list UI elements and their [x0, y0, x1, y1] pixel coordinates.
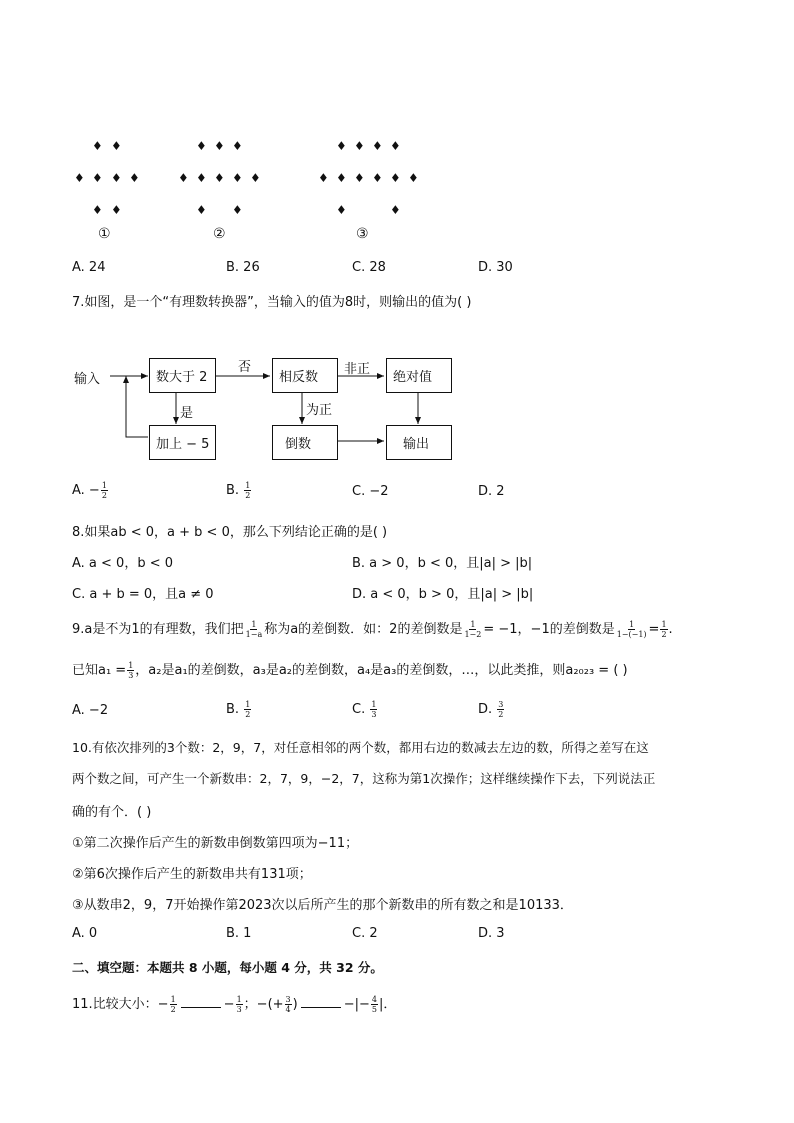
diamond-icon: ♦ — [232, 171, 243, 185]
q10-statement-2: ②第6次操作后产生的新数串共有131项； — [72, 867, 312, 882]
q9-line-2: 已知a₁ = $\frac{1}{3}$ ，a₂是a₁的差倒数，a₃是a₂的差倒数，a₄是a₃的差倒数，…，以此类推，则a₂₀₂₃ = ( ) — [72, 661, 628, 680]
diamond-icon: ♦ — [408, 171, 419, 185]
fraction: $\frac{1}{3}$ — [236, 995, 242, 1014]
diamond-icon: ♦ — [111, 171, 122, 185]
q10-statement-3: ③从数串2，9，7开始操作第2023次以后所产生的那个新数串的所有数之和是10133． — [72, 898, 573, 913]
q10-line: 10.有依次排列的3个数：2，9，7，对任意相邻的两个数，都用右边的数减去左边的数，所得之差写在这 — [72, 740, 649, 755]
diamond-icon: ♦ — [372, 139, 383, 153]
fraction: $\frac{3}{2}$ — [498, 700, 504, 719]
fraction: $\frac{1}{1-(-1)}$ — [616, 620, 647, 639]
diamond-icon: ♦ — [372, 171, 383, 185]
diamond-icon: ♦ — [336, 171, 347, 185]
q8-option-a: A. a < 0，b < 0 — [72, 556, 174, 571]
q9-line-1: 9.a是不为1的有理数，我们把 $\frac{1}{1-a}$ 称为a的差倒数．如：2的差倒数是 $\frac{1}{1-2}$ = −1，−1的差倒数是 $\frac{1}{1-(-1)}$ = $\frac{1}{2}$ . — [72, 620, 673, 639]
q8-option-d: D. a < 0，b > 0，且|a| > |b| — [352, 587, 534, 602]
q6-option-c: C. 28 — [352, 260, 386, 275]
q11-line: 11.比较大小：− $\frac{1}{2}$ − $\frac{1}{3}$ ；−(+ $\frac{3}{4}$ ) −|− $\frac{4}{5}$ |． — [72, 995, 397, 1014]
section-heading: 二、填空题：本题共 8 小题，每小题 4 分，共 32 分。 — [72, 960, 383, 975]
fraction: $\frac{1}{3}$ — [128, 661, 134, 680]
q7-stem: 7.如图，是一个“有理数转换器”，当输入的值为8时，则输出的值为( ) — [72, 295, 472, 310]
answer-blank[interactable] — [301, 998, 341, 1008]
flow-box-abs: 绝对值 — [386, 358, 452, 393]
diamond-icon: ♦ — [214, 139, 225, 153]
diamond-icon: ♦ — [336, 203, 347, 217]
fraction: $\frac{1}{2}$ — [101, 481, 107, 500]
diamond-icon: ♦ — [92, 171, 103, 185]
diamond-icon: ♦ — [318, 171, 329, 185]
flow-box-opposite: 相反数 — [272, 358, 338, 393]
fraction: $\frac{1}{2}$ — [245, 481, 251, 500]
flow-label-no: 否 — [238, 360, 252, 375]
diamond-icon: ♦ — [250, 171, 261, 185]
figure-label: ② — [213, 226, 226, 242]
diamond-icon: ♦ — [196, 139, 207, 153]
q8-option-b: B. a > 0，b < 0，且|a| > |b| — [352, 556, 533, 571]
diamond-icon: ♦ — [92, 139, 103, 153]
fraction: $\frac{1}{2}$ — [245, 700, 251, 719]
diamond-icon: ♦ — [232, 139, 243, 153]
diamond-icon: ♦ — [74, 171, 85, 185]
flow-box-add: 加上 − 5 — [149, 425, 216, 460]
flow-box-reciprocal: 倒数 — [272, 425, 338, 460]
diamond-icon: ♦ — [214, 171, 225, 185]
q10-line: 确的有个．( ) — [72, 805, 152, 820]
diamond-icon: ♦ — [390, 171, 401, 185]
fraction: $\frac{1}{2}$ — [661, 620, 667, 639]
flow-label-not-positive: 非正 — [344, 362, 371, 377]
q7-option-c: C. −2 — [352, 484, 389, 499]
q10-line: 两个数之间，可产生一个新数串：2，7，9，−2，7，这称为第1次操作；这样继续操作下去，下列说法正 — [72, 771, 656, 786]
answer-blank[interactable] — [181, 998, 221, 1008]
diamond-icon: ♦ — [111, 139, 122, 153]
q10-option-c: C. 2 — [352, 926, 378, 941]
flow-box-output: 输出 — [386, 425, 452, 460]
flow-input-label: 输入 — [74, 372, 101, 387]
fraction: $\frac{3}{4}$ — [285, 995, 291, 1014]
diamond-icon: ♦ — [336, 139, 347, 153]
fraction: $\frac{1}{3}$ — [371, 700, 377, 719]
diamond-icon: ♦ — [232, 203, 243, 217]
diamond-icon: ♦ — [196, 203, 207, 217]
diamond-icon: ♦ — [92, 203, 103, 217]
q7-option-d: D. 2 — [478, 484, 505, 499]
diamond-icon: ♦ — [111, 203, 122, 217]
flow-label-yes: 是 — [180, 406, 194, 421]
fraction: $\frac{1}{2}$ — [170, 995, 176, 1014]
flow-label-positive: 为正 — [306, 403, 333, 418]
diamond-icon: ♦ — [390, 139, 401, 153]
fraction: $\frac{1}{1-a}$ — [245, 620, 263, 639]
q7-option-b: B. $\frac{1}{2}$ — [226, 481, 251, 500]
q9-option-d: D. $\frac{3}{2}$ — [478, 700, 504, 719]
diamond-icon: ♦ — [390, 203, 401, 217]
q9-option-c: C. $\frac{1}{3}$ — [352, 700, 377, 719]
diamond-icon: ♦ — [354, 171, 365, 185]
figure-label: ① — [98, 226, 111, 242]
q8-stem: 8.如果ab < 0，a + b < 0，那么下列结论正确的是( ) — [72, 525, 388, 540]
diamond-icon: ♦ — [178, 171, 189, 185]
q8-option-c: C. a + b = 0，且a ≠ 0 — [72, 587, 214, 602]
q6-option-d: D. 30 — [478, 260, 513, 275]
q9-option-b: B. $\frac{1}{2}$ — [226, 700, 251, 719]
diamond-icon: ♦ — [129, 171, 140, 185]
diamond-icon: ♦ — [196, 171, 207, 185]
q9-option-a: A. −2 — [72, 703, 109, 718]
q6-option-a: A. 24 — [72, 260, 106, 275]
figure-label: ③ — [356, 226, 369, 242]
q10-statement-1: ①第二次操作后产生的新数串倒数第四项为−11； — [72, 836, 359, 851]
fraction: $\frac{4}{5}$ — [371, 995, 377, 1014]
q10-option-a: A. 0 — [72, 926, 98, 941]
diamond-icon: ♦ — [354, 139, 365, 153]
flow-box-condition: 数大于 2 — [149, 358, 216, 393]
q6-option-b: B. 26 — [226, 260, 260, 275]
q10-option-b: B. 1 — [226, 926, 252, 941]
q7-option-a: A. − $\frac{1}{2}$ — [72, 481, 107, 500]
q10-option-d: D. 3 — [478, 926, 505, 941]
fraction: $\frac{1}{1-2}$ — [464, 620, 482, 639]
